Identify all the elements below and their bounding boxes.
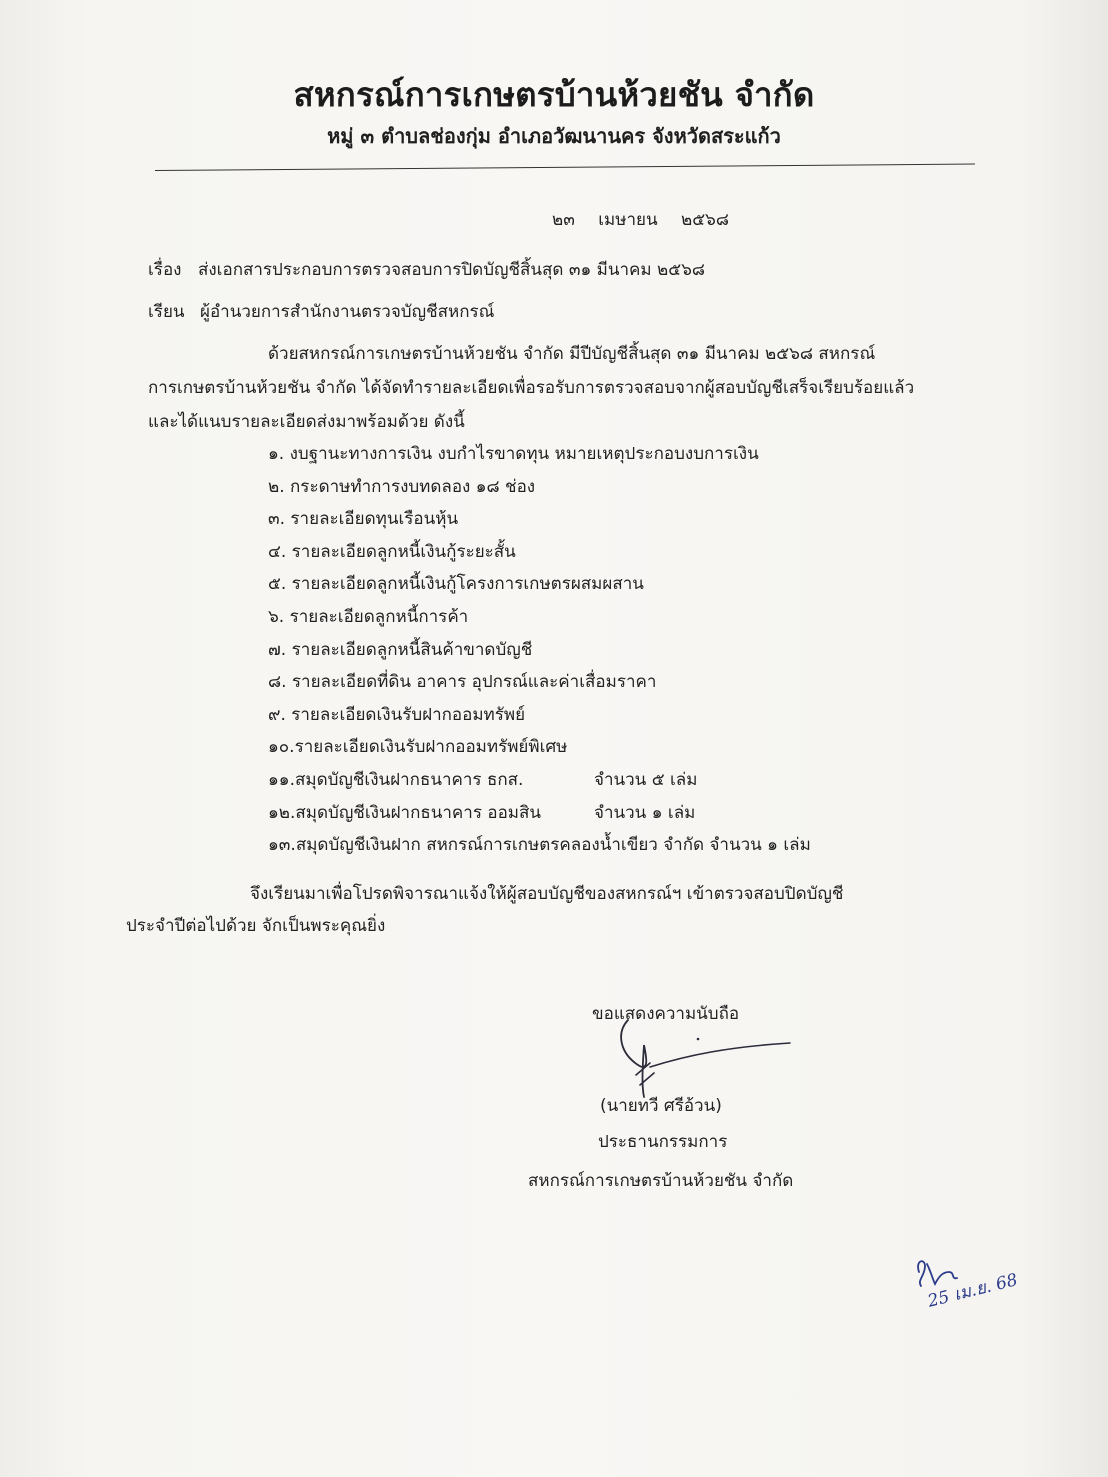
list-item-text: ๑. งบฐานะทางการเงิน งบกำไรขาดทุน หมายเหตุประกอบงบการเงิน [268,444,759,464]
subject-text: ส่งเอกสารประกอบการตรวจสอบการปิดบัญชีสิ้นสุด ๓๑ มีนาคม ๒๕๖๘ [198,260,705,280]
list-item [268,570,811,603]
list-item [268,505,811,538]
handwritten-date: 25 เม.ย. 68 [925,1270,1020,1312]
list-item-text: ๑๑.สมุดบัญชีเงินฝากธนาคาร ธกส. [268,769,524,790]
list-item-text: ๔. รายละเอียดลูกหนี้เงินกู้ระยะสั้น [268,541,516,562]
body-line-1: ด้วยสหกรณ์การเกษตรบ้านห้วยชัน จำกัด มีปีบัญชีสิ้นสุด ๓๑ มีนาคม ๒๕๖๘ สหกรณ์ [268,344,876,364]
subject-label: เรื่อง [148,260,182,280]
list-item [268,538,811,571]
organization-title: สหกรณ์การเกษตรบ้านห้วยชัน จำกัด [293,75,815,114]
signer-name: (นายทวี ศรีอ้วน) [600,1096,722,1116]
body-line-3: และได้แนบรายละเอียดส่งมาพร้อมด้วย ดังนี้ [148,412,465,432]
organization-address: หมู่ ๓ ตำบลช่องกุ่ม อำเภอวัฒนานคร จังหวัดสระแก้ว [327,124,781,148]
handwritten-initials [905,1250,1055,1360]
list-item-text: ๗. รายละเอียดลูกหนี้สินค้าขาดบัญชี [268,639,533,660]
list-item-text: ๑๓.สมุดบัญชีเงินฝาก สหกรณ์การเกษตรคลองน้ำเขียว จำกัด จำนวน ๑ เล่ม [268,835,811,856]
list-item [268,636,811,669]
signer-organization: สหกรณ์การเกษตรบ้านห้วยชัน จำกัด [528,1171,794,1191]
signoff-regards: ขอแสดงความนับถือ [592,1004,740,1024]
list-item [268,799,811,832]
list-item-text: ๕. รายละเอียดลูกหนี้เงินกู้โครงการเกษตรผสมผสาน [268,574,644,595]
list-item-text: ๑๒.สมุดบัญชีเงินฝากธนาคาร ออมสิน [268,802,541,823]
list-item-text: ๓. รายละเอียดทุนเรือนหุ้น [268,509,459,530]
recipient-label: เรียน [148,302,185,322]
signer-position: ประธานกรรมการ [598,1132,728,1152]
list-item-text: ๘. รายละเอียดที่ดิน อาคาร อุปกรณ์และค่าเสื่อมราคา [268,672,657,693]
recipient-text: ผู้อำนวยการสำนักงานตรวจบัญชีสหกรณ์ [200,302,495,322]
list-item [268,603,811,636]
closing-line-1: จึงเรียนมาเพื่อโปรดพิจารณาแจ้งให้ผู้สอบบัญชีของสหกรณ์ฯ เข้าตรวจสอบปิดบัญชี [250,884,844,904]
list-item-text: ๑๐.รายละเอียดเงินรับฝากออมทรัพย์พิเศษ [268,737,568,758]
list-item-quantity: จำนวน ๑ เล่ม [594,802,696,823]
list-item-text: ๖. รายละเอียดลูกหนี้การค้า [268,606,469,627]
list-item [268,701,811,734]
header-divider [155,164,975,171]
list-item-quantity: จำนวน ๕ เล่ม [594,769,698,790]
list-item [268,733,811,766]
letter-date: ๒๓ เมษายน ๒๕๖๘ [552,210,729,230]
list-item [268,831,811,864]
body-line-2: การเกษตรบ้านห้วยชัน จำกัด ได้จัดทำรายละเอียดเพื่อรอรับการตรวจสอบจากผู้สอบบัญชีเสร็จเรียบร้อยแล้ว [148,378,915,398]
enclosure-list [268,440,811,864]
list-item-text: ๒. กระดาษทำการงบทดลอง ๑๘ ช่อง [268,476,536,497]
list-item-text: ๙. รายละเอียดเงินรับฝากออมทรัพย์ [268,704,526,725]
list-item [268,766,811,799]
closing-line-2: ประจำปีต่อไปด้วย จักเป็นพระคุณยิ่ง [126,916,386,936]
list-item [268,668,811,701]
list-item [268,473,811,506]
list-item [268,440,811,473]
